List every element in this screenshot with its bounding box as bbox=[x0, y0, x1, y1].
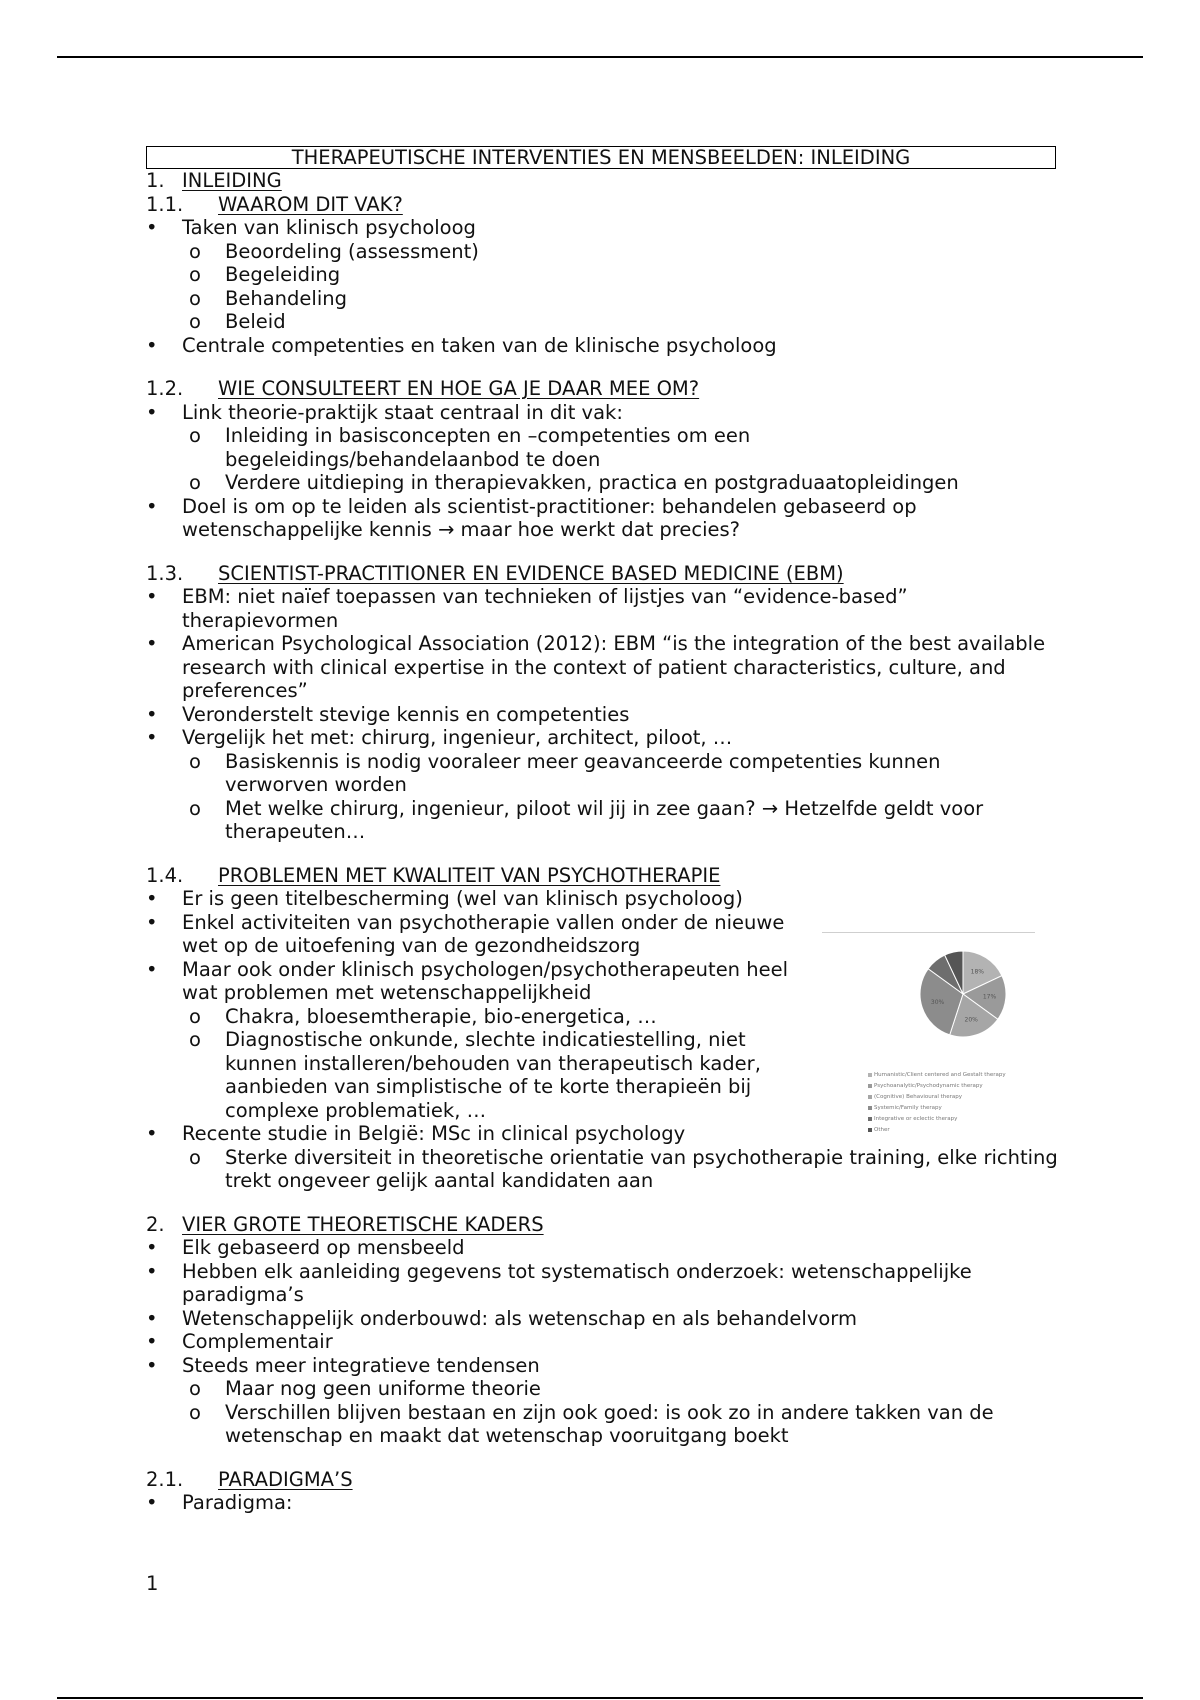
legend-swatch bbox=[868, 1073, 872, 1077]
legend-label: Systemic/Family therapy bbox=[874, 1105, 942, 1111]
bullet-item: • Wetenschappelijk onderbouwd: als wetenschap en als behandelvorm bbox=[146, 1307, 1061, 1331]
bullet-item: • Doel is om op te leiden als scientist-practitioner: behandelen gebaseerd op wetenschappelijke kennis → maar hoe werkt dat precies? bbox=[146, 495, 942, 542]
sub-bullet-item: o Chakra, bloesemtherapie, bio-energetica, … bbox=[146, 1005, 855, 1029]
bullet-item: • Centrale competenties en taken van de klinische psycholoog bbox=[146, 334, 1061, 358]
sub-bullet-item: o Verschillen blijven bestaan en zijn ook goed: is ook zo in andere takken van de wetenschap en maakt dat wetenschap vooruitgang boekt bbox=[146, 1401, 1061, 1448]
page-number: 1 bbox=[146, 1572, 159, 1595]
heading-text: SCIENTIST-PRACTITIONER EN EVIDENCE BASED MEDICINE (EBM) bbox=[218, 561, 844, 585]
heading-text: WAAROM DIT VAK? bbox=[218, 192, 403, 216]
heading-text: INLEIDING bbox=[182, 169, 282, 192]
sub-bullet-item: o Met welke chirurg, ingenieur, piloot wil jij in zee gaan? → Hetzelfde geldt voor therapeuten… bbox=[146, 797, 1055, 844]
footer-rule bbox=[57, 1697, 1143, 1699]
bullet-item: • Link theorie-praktijk staat centraal in dit vak: bbox=[146, 401, 1061, 425]
document-title: THERAPEUTISCHE INTERVENTIES EN MENSBEELDEN: INLEIDING bbox=[146, 146, 1056, 169]
legend-swatch bbox=[868, 1084, 872, 1088]
legend-label: (Cognitive) Behavioural therapy bbox=[874, 1094, 963, 1100]
bullet-item: • American Psychological Association (2012): EBM “is the integration of the best available research with clinical expertise in the context of patient characteristics, culture, and preferences” bbox=[146, 632, 1061, 703]
legend-swatch bbox=[868, 1106, 872, 1110]
heading-number: 1.1. bbox=[146, 192, 184, 216]
heading-number: 1. bbox=[146, 169, 165, 192]
heading-number: 1.2. bbox=[146, 377, 184, 400]
pie-chart-figure bbox=[822, 932, 1035, 1144]
legend-swatch bbox=[868, 1095, 872, 1099]
pie-slice-label: 18% bbox=[970, 968, 984, 976]
sub-bullet-item: o Inleiding in basisconcepten en –competenties om een begeleidings/behandelaanbod te doen bbox=[146, 424, 765, 471]
sub-bullet-item: o Diagnostische onkunde, slechte indicatiestelling, niet kunnen installeren/behouden van therapeutisch kader, aanbieden van simplistische of te korte therapieën bij complexe problematiek, … bbox=[146, 1028, 790, 1122]
heading-number: 2. bbox=[146, 1212, 165, 1236]
bullet-item: • EBM: niet naïef toepassen van technieken of lijstjes van “evidence-based” therapievormen bbox=[146, 585, 972, 632]
sub-bullet-item: o Behandeling bbox=[146, 287, 1061, 311]
heading-number: 1.4. bbox=[146, 863, 184, 887]
heading-1-3 bbox=[146, 562, 1061, 586]
bullet-item: • Er is geen titelbescherming (wel van klinisch psycholoog) bbox=[146, 887, 1061, 911]
sub-bullet-item: o Verdere uitdieping in therapievakken, practica en postgraduaatopleidingen bbox=[146, 471, 1061, 495]
legend-swatch bbox=[868, 1117, 872, 1121]
pie-chart bbox=[822, 932, 1035, 1072]
heading-1-4 bbox=[146, 864, 1061, 888]
heading-1-2 bbox=[146, 377, 1061, 401]
heading-1-1 bbox=[146, 193, 1061, 217]
heading-2 bbox=[146, 1213, 1061, 1237]
pie-slice-label: 17% bbox=[982, 993, 997, 1001]
pie-slice-label: 30% bbox=[930, 999, 945, 1007]
chart-legend bbox=[868, 1070, 1006, 1136]
legend-entry bbox=[868, 1114, 1006, 1125]
pie-slice-label: 20% bbox=[964, 1016, 978, 1024]
bullet-item: • Recente studie in België: MSc in clinical psychology bbox=[146, 1122, 1061, 1146]
legend-entry bbox=[868, 1081, 1006, 1092]
heading-1 bbox=[146, 169, 1061, 193]
legend-entry bbox=[868, 1125, 1006, 1136]
heading-2-1 bbox=[146, 1468, 1061, 1492]
header-rule bbox=[57, 56, 1143, 58]
bullet-item: • Taken van klinisch psycholoog bbox=[146, 216, 1061, 240]
heading-number: 2.1. bbox=[146, 1467, 184, 1491]
legend-label: Integrative or eclectic therapy bbox=[874, 1116, 958, 1122]
heading-text: PROBLEMEN MET KWALITEIT VAN PSYCHOTHERAPIE bbox=[218, 863, 721, 887]
sub-bullet-item: o Sterke diversiteit in theoretische orientatie van psychotherapie training, elke richting trekt ongeveer gelijk aantal kandidaten aan bbox=[146, 1146, 1061, 1193]
document-page bbox=[146, 146, 1061, 1515]
sub-bullet-item: o Maar nog geen uniforme theorie bbox=[146, 1377, 1061, 1401]
bullet-item: • Hebben elk aanleiding gegevens tot systematisch onderzoek: wetenschappelijke paradigma’s bbox=[146, 1260, 1061, 1307]
bullet-item: • Paradigma: bbox=[146, 1491, 1061, 1515]
heading-text: VIER GROTE THEORETISCHE KADERS bbox=[182, 1212, 544, 1236]
legend-swatch bbox=[868, 1128, 872, 1132]
bullet-item: • Complementair bbox=[146, 1330, 1061, 1354]
sub-bullet-item: o Begeleiding bbox=[146, 263, 1061, 287]
heading-text: PARADIGMA’S bbox=[218, 1467, 353, 1491]
legend-label: Other bbox=[874, 1127, 890, 1133]
legend-label: Humanistic/Client centered and Gestalt therapy bbox=[874, 1072, 1006, 1078]
bullet-item: • Veronderstelt stevige kennis en competenties bbox=[146, 703, 1061, 727]
sub-bullet-item: o Basiskennis is nodig vooraleer meer geavanceerde competenties kunnen verworven worden bbox=[146, 750, 955, 797]
legend-entry bbox=[868, 1092, 1006, 1103]
bullet-item: • Steeds meer integratieve tendensen bbox=[146, 1354, 1061, 1378]
legend-entry bbox=[868, 1103, 1006, 1114]
bullet-item: • Elk gebaseerd op mensbeeld bbox=[146, 1236, 1061, 1260]
sub-bullet-item: o Beleid bbox=[146, 310, 1061, 334]
bullet-item: • Enkel activiteiten van psychotherapie vallen onder de nieuwe wet op de uitoefening van de gezondheidszorg bbox=[146, 911, 812, 958]
legend-entry bbox=[868, 1070, 1006, 1081]
bullet-item: • Maar ook onder klinisch psychologen/psychotherapeuten heel wat problemen met wetenschappelijkheid bbox=[146, 958, 812, 1005]
heading-text: WIE CONSULTEERT EN HOE GA JE DAAR MEE OM? bbox=[218, 377, 700, 400]
bullet-item: • Vergelijk het met: chirurg, ingenieur, architect, piloot, … bbox=[146, 726, 1061, 750]
sub-bullet-item: o Beoordeling (assessment) bbox=[146, 240, 1061, 264]
heading-number: 1.3. bbox=[146, 561, 184, 585]
legend-label: Psychoanalytic/Psychodynamic therapy bbox=[874, 1083, 983, 1089]
